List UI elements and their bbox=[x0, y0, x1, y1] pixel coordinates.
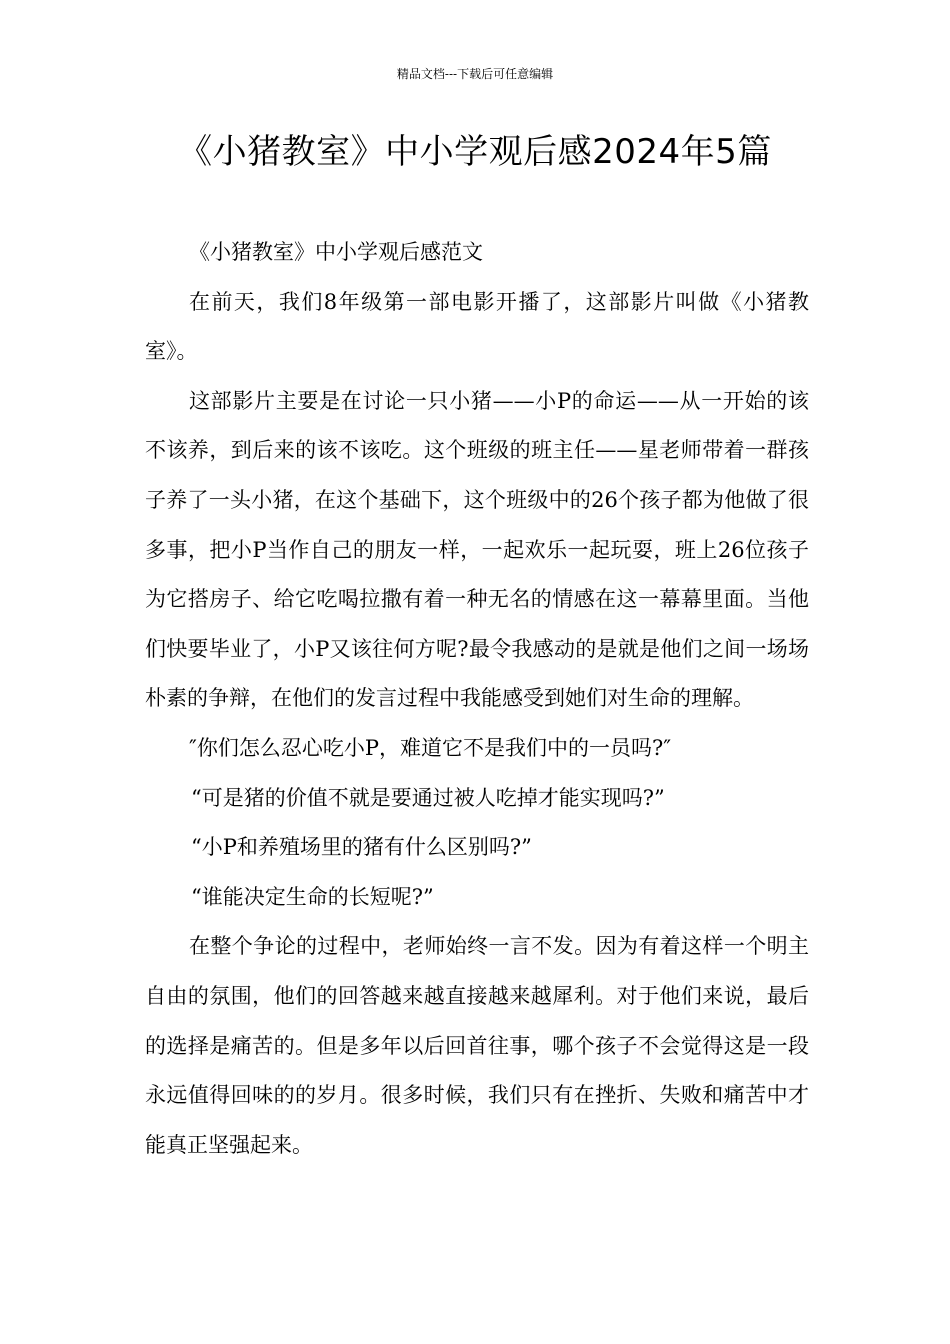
quote-line: “小P和养殖场里的猪有什么区别吗?” bbox=[191, 835, 532, 860]
header-note: 精品文档---下载后可任意编辑 bbox=[396, 67, 554, 81]
quote-line: “可是猪的价值不就是要通过被人吃掉才能实现吗?” bbox=[191, 785, 665, 810]
quote-line: “谁能决定生命的长短呢?” bbox=[191, 884, 434, 909]
paragraph: 在前天，我们8年级第一部电影开播了，这部影片叫做《小猪教室》。 bbox=[145, 289, 809, 364]
paragraph: 在整个争论的过程中，老师始终一言不发。因为有着这样一个明主自由的氛围，他们的回答越来越直接越来越犀利。对于他们来说，最后的选择是痛苦的。但是多年以后回首往事，哪个孩子不会觉得这是一段永远值得回味的的岁月。很多时候，我们只有在挫折、失败和痛苦中才能真正坚强起来。 bbox=[145, 934, 809, 1157]
paragraph: 这部影片主要是在讨论一只小猪——小P的命运——从一开始的该不该养，到后来的该不该吃。这个班级的班主任——星老师带着一群孩子养了一头小猪，在这个基础下，这个班级中的26个孩子都为他做了很多事，把小P当作自己的朋友一样，一起欢乐一起玩耍，班上26位孩子为它搭房子、给它吃喝拉撒有着一种无名的情感在这一幕幕里面。当他们快要毕业了，小P又该往何方呢?最令我感动的是就是他们之间一场场朴素的争辩，在他们的发言过程中我能感受到她们对生命的理解。 bbox=[145, 388, 809, 711]
document-title: 《小猪教室》中小学观后感2024年5篇 bbox=[178, 132, 772, 172]
quote-line: ″你们怎么忍心吃小P，难道它不是我们中的一员吗?″ bbox=[189, 735, 672, 760]
document-body bbox=[145, 228, 809, 1170]
paragraph-subtitle: 《小猪教室》中小学观后感范文 bbox=[189, 240, 483, 264]
